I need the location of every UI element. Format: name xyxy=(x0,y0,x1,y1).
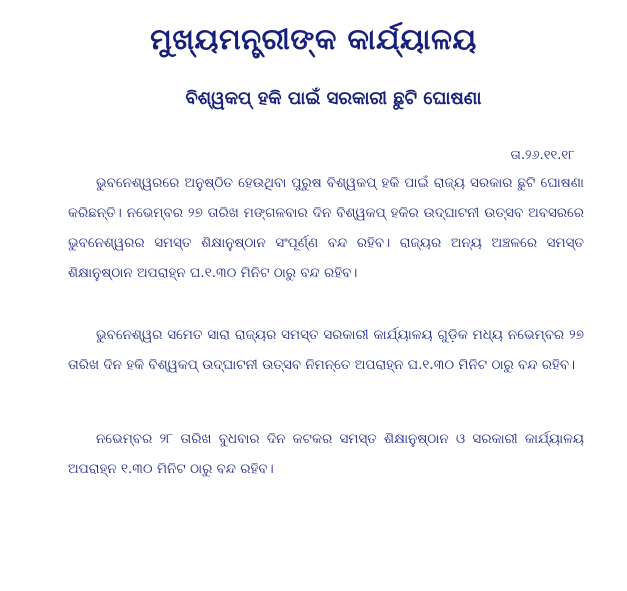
paragraph-2: ଭୁବନେଶ୍ୱର ସମେତ ସାରା ରାଜ୍ୟର ସମସ୍ତ ସରକାରୀ କାର୍ଯ୍ୟାଳୟ ଗୁଡ଼ିକ ମଧ୍ୟ ନଭେମ୍ବର ୨୭ ତାରିଖ ଦିନ ହକି ବିଶ୍ୱକପ୍ ଉଦ୍‌ଘାଟନୀ ଉତ୍ସବ ନିମନ୍ତେ ଅପରାହ୍ନ ଘ.୧.୩୦ ମିନିଟ ଠାରୁ ବନ୍ଦ ରହିବ। xyxy=(68,327,584,373)
paragraph-1: ଭୁବନେଶ୍ୱରରେ ଅନୁଷ୍ଠିତ ହେଉଥିବା ପୁରୁଷ ବିଶ୍ୱକପ୍ ହକି ପାଇଁ ରାଜ୍ୟ ସରକାର ଛୁଟି ଘୋଷଣା କରିଛନ୍ତି। ନଭେମ୍ବର ୨୭ ତାରିଖ ମଙ୍ଗଳବାର ଦିନ ବିଶ୍ୱକପ୍ ହକିର ଉଦ୍‌ଘାଟନୀ ଉତ୍ସବ ଅବସରରେ ଭୁବନେଶ୍ୱରର ସମସ୍ତ ଶିକ୍ଷାନୁଷ୍ଠାନ ସଂପୂର୍ଣ୍ଣ ବନ୍ଦ ରହିବ। ରାଜ୍ୟର ଅନ୍ୟ ଅଞ୍ଚଳରେ ସମସ୍ତ ଶିକ୍ଷାନୁଷ୍ଠାନ ଅପରାହ୍ନ ଘ.୧.୩୦ ମିନିଟ ଠାରୁ ବନ୍ଦ ରହିବ। xyxy=(68,175,584,281)
office-title: ମୁଖ୍ୟମନ୍ତ୍ରୀଙ୍କ କାର୍ଯ୍ୟାଳୟ xyxy=(150,22,477,56)
notice-date: ତା.୨୬.୧୧.୧୮ xyxy=(510,148,575,163)
notice-subtitle: ବିଶ୍ୱକପ୍ ହକି ପାଇଁ ସରକାରୀ ଛୁଟି ଘୋଷଣା xyxy=(185,88,482,109)
paragraph-3: ନଭେମ୍ବର ୨୮ ତାରିଖ ବୁଧବାର ଦିନ କଟକର ସମସ୍ତ ଶିକ୍ଷାନୁଷ୍ଠାନ ଓ ସରକାରୀ କାର୍ଯ୍ୟାଳୟ ଅପରାହ୍ନ ୧.୩୦ ମିନିଟ ଠାରୁ ବନ୍ଦ ରହିବ। xyxy=(68,431,584,477)
